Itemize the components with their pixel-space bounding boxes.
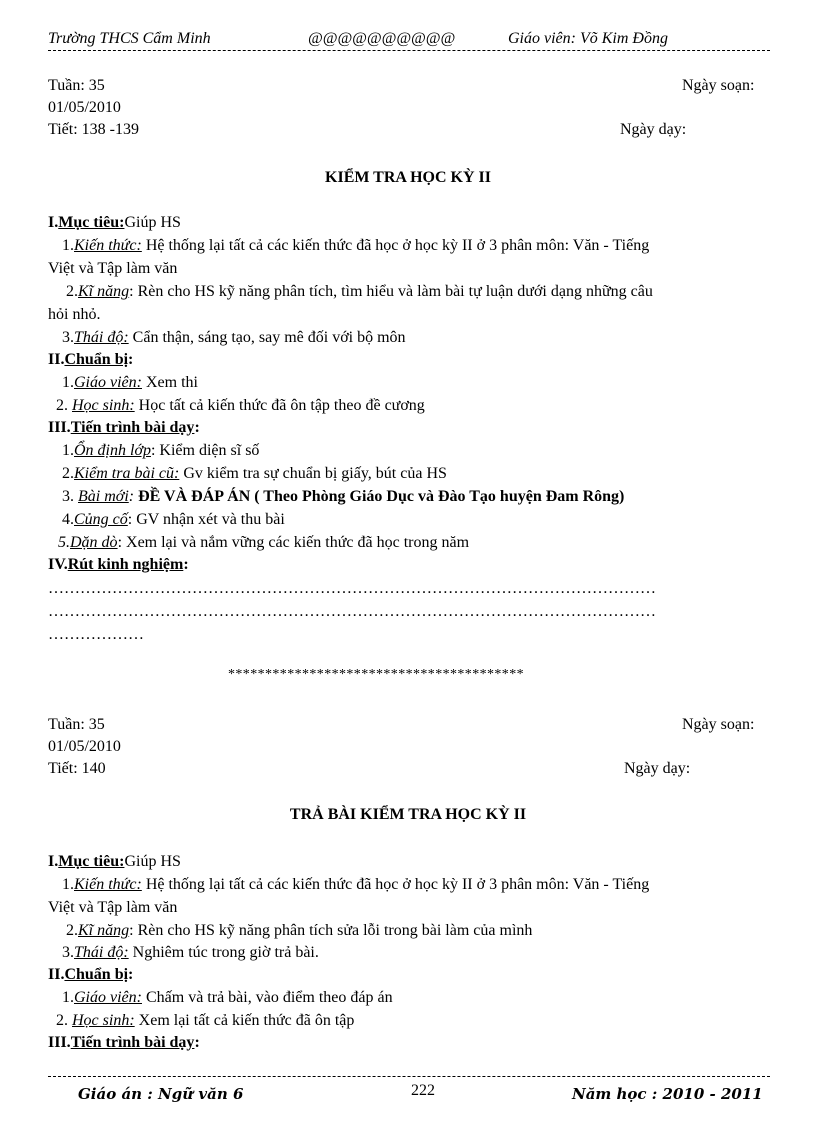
header-divider (48, 50, 770, 51)
item-text: : GV nhận xét và thu bài (127, 511, 285, 528)
section-experience-heading (48, 555, 189, 575)
date-taught-label: Ngày dạy: (624, 760, 691, 777)
procedure-consolidation (62, 510, 285, 530)
item-number: 1. (62, 374, 74, 391)
item-label: Thái độ: (74, 944, 129, 961)
item-colon: : (128, 488, 139, 505)
header-school: Trường THCS Cẩm Minh (48, 30, 211, 47)
item-label: Dặn dò (70, 534, 118, 551)
section-heading: Mục tiêu: (58, 214, 125, 231)
item-text: Hệ thống lại tất cả các kiến thức đã học ở học kỳ II ở 3 phân môn: Văn - Tiếng (141, 237, 650, 254)
section-objectives-heading (48, 852, 181, 872)
lesson-title: KIỂM TRA HỌC KỲ II (325, 169, 491, 186)
page-number: 222 (411, 1082, 435, 1099)
item-number: 5. (58, 534, 70, 551)
period-label: Tiết: 140 (48, 760, 106, 777)
section-number: II. (48, 351, 65, 368)
notes-dots-line: …………………………………………………………………………………………………… (48, 603, 656, 620)
objective-attitude (62, 328, 406, 348)
item-label: Kiến thức: (74, 876, 142, 893)
item-text: Nghiêm túc trong giờ trả bài. (128, 944, 319, 961)
item-label: Học sinh: (72, 397, 135, 414)
item-text: Xem thi (141, 374, 198, 391)
item-label: Giáo viên: (74, 374, 142, 391)
section-heading: Mục tiêu: (58, 853, 125, 870)
item-number: 2. (56, 1012, 72, 1029)
objective-knowledge (62, 236, 649, 256)
item-number: 2. (56, 397, 72, 414)
objective-skills-cont: hỏi nhỏ. (48, 306, 101, 323)
section-procedure-heading (48, 418, 200, 438)
item-text: Học tất cả kiến thức đã ôn tập theo đề cương (134, 397, 425, 414)
date-value: 01/05/2010 (48, 99, 121, 116)
item-label: Thái độ: (74, 329, 129, 346)
item-label: Kiểm tra bài cũ: (74, 465, 180, 482)
item-label: Giáo viên: (74, 989, 142, 1006)
item-number: 2. (66, 922, 78, 939)
date-prepared-label: Ngày soạn: (682, 716, 755, 733)
section-heading: Chuẩn bị (64, 351, 129, 368)
footer-school-year: Năm học : 2010 - 2011 (572, 1085, 763, 1103)
section-heading-rest: : (194, 1034, 200, 1051)
item-number: 2. (62, 465, 74, 482)
item-text: Cẩn thận, sáng tạo, say mê đối với bộ môn (128, 329, 406, 346)
prep-teacher (62, 988, 393, 1008)
item-number: 3. (62, 488, 78, 505)
section-procedure-heading (48, 1033, 200, 1053)
notes-dots-line: …………………………………………………………………………………………………… (48, 580, 656, 597)
section-preparation-heading (48, 965, 133, 985)
objective-attitude (62, 943, 319, 963)
section-heading: Tiến trình bài dạy (70, 419, 195, 436)
section-heading-rest: : (128, 351, 134, 368)
section-heading-rest: : (128, 966, 134, 983)
section-heading-rest: : (183, 556, 189, 573)
date-value: 01/05/2010 (48, 738, 121, 755)
prep-student (56, 1011, 354, 1031)
prep-student (56, 396, 425, 416)
item-text: : Xem lại và nắm vững các kiến thức đã học trong năm (117, 534, 470, 551)
item-number: 1. (62, 876, 74, 893)
item-text: Hệ thống lại tất cả các kiến thức đã học ở học kỳ II ở 3 phân môn: Văn - Tiếng (141, 876, 650, 893)
header-middle: @@@@@@@@@@ (308, 30, 456, 47)
item-text: : Rèn cho HS kỹ năng phân tích, tìm hiểu và làm bài tự luận dưới dạng những câu (129, 283, 653, 300)
item-label: Kĩ năng (78, 922, 130, 939)
section-number: IV. (48, 556, 68, 573)
objective-skills (66, 282, 653, 302)
section-heading-rest: : (194, 419, 200, 436)
week-label: Tuần: 35 (48, 716, 105, 733)
objective-knowledge-cont: Việt và Tập làm văn (48, 260, 178, 277)
item-label: Kĩ năng (78, 283, 130, 300)
item-text: Xem lại tất cả kiến thức đã ôn tập (134, 1012, 355, 1029)
prep-teacher (62, 373, 198, 393)
item-label: Ổn định lớp (74, 442, 151, 459)
item-number: 3. (62, 944, 74, 961)
section-objectives-heading (48, 213, 181, 233)
date-taught-label: Ngày dạy: (620, 121, 687, 138)
date-prepared-label: Ngày soạn: (682, 77, 755, 94)
item-number: 2. (66, 283, 78, 300)
section-number: II. (48, 966, 65, 983)
notes-dots-line: ……………… (48, 626, 144, 643)
item-number: 3. (62, 329, 74, 346)
procedure-class-check (62, 441, 259, 461)
objective-skills (66, 921, 532, 941)
section-number: I. (48, 214, 59, 231)
section-number: III. (48, 419, 71, 436)
section-heading-rest: Giúp HS (124, 853, 181, 870)
item-text: Chấm và trả bài, vào điểm theo đáp án (141, 989, 393, 1006)
section-heading: Rút kinh nghiệm (67, 556, 184, 573)
objective-knowledge (62, 875, 649, 895)
section-separator: **************************************** (228, 667, 524, 682)
section-preparation-heading (48, 350, 133, 370)
section-heading-rest: Giúp HS (124, 214, 181, 231)
procedure-new-lesson (62, 487, 624, 507)
section-heading: Tiến trình bài dạy (70, 1034, 195, 1051)
footer-course: Giáo án : Ngữ văn 6 (78, 1085, 244, 1103)
item-number: 4. (62, 511, 74, 528)
section-heading: Chuẩn bị (64, 966, 129, 983)
section-number: I. (48, 853, 59, 870)
item-number: 1. (62, 989, 74, 1006)
lesson-title: TRẢ BÀI KIỂM TRA HỌC KỲ II (289, 806, 527, 823)
item-text: : Rèn cho HS kỹ năng phân tích sửa lỗi trong bài làm của mình (129, 922, 533, 939)
footer-divider (48, 1076, 770, 1077)
item-number: 1. (62, 442, 74, 459)
item-text: : Kiểm diện sĩ số (150, 442, 260, 459)
item-label: Củng cố (74, 511, 128, 528)
item-number: 1. (62, 237, 74, 254)
item-label: Bài mới (78, 488, 129, 505)
item-text: ĐỀ VÀ ĐÁP ÁN ( Theo Phòng Giáo Dục và Đào Tạo huyện Đam Rông) (138, 488, 625, 505)
week-label: Tuần: 35 (48, 77, 105, 94)
period-label: Tiết: 138 -139 (48, 121, 139, 138)
procedure-review (62, 464, 447, 484)
item-text: Gv kiểm tra sự chuẩn bị giấy, bút của HS (179, 465, 447, 482)
header-teacher: Giáo viên: Võ Kim Đồng (508, 30, 668, 47)
item-label: Kiến thức: (74, 237, 142, 254)
procedure-homework (58, 533, 469, 553)
objective-knowledge-cont: Việt và Tập làm văn (48, 899, 178, 916)
section-number: III. (48, 1034, 71, 1051)
item-label: Học sinh: (72, 1012, 135, 1029)
